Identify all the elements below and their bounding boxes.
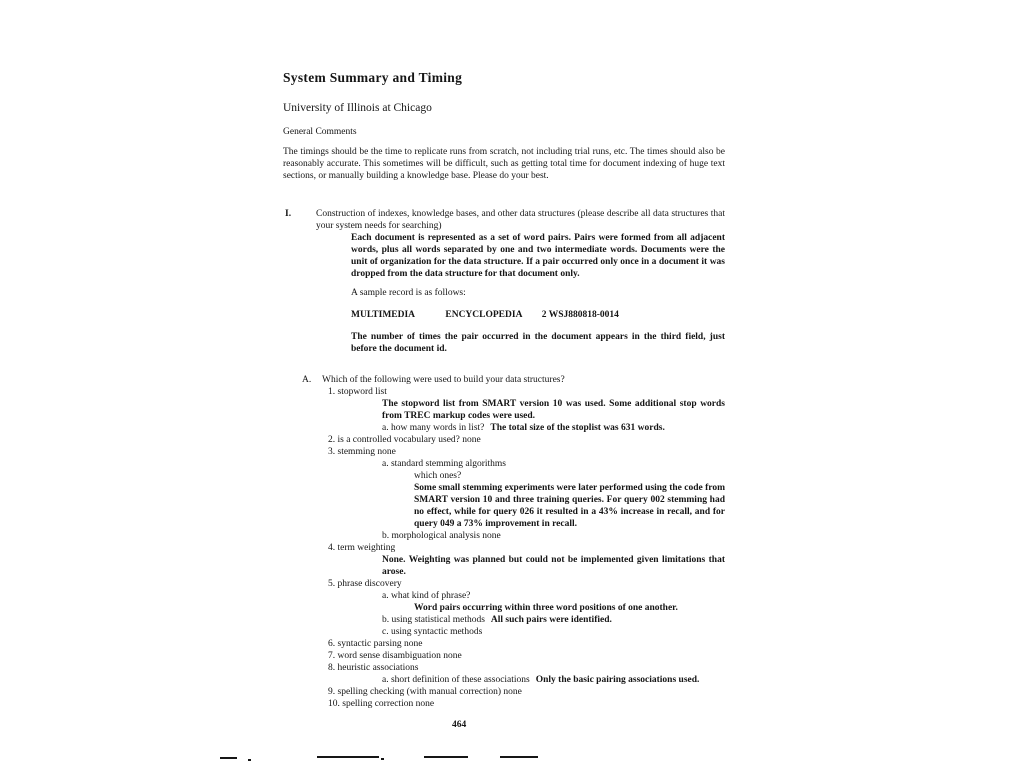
outline-item-1: [283, 386, 725, 398]
outline-item-5c: [283, 626, 725, 638]
answer-text: None. Weighting was planned but could not be implemented given limitations that arose.: [382, 555, 725, 577]
page-content: [283, 0, 725, 710]
item-text: 8. heuristic associations: [328, 663, 419, 673]
answer-text: All such pairs were identified.: [490, 615, 612, 625]
item-text: a. what kind of phrase?: [382, 591, 471, 601]
outline-answer: [283, 554, 725, 578]
scan-artifact-line: [317, 756, 379, 758]
sample-record-note: The number of times the pair occurred in the document appears in the third field, just before the document id.: [351, 332, 725, 354]
item-text: 6. syntactic parsing none: [328, 639, 423, 649]
page-number: 464: [452, 720, 467, 730]
item-text: a. standard stemming algorithms: [382, 459, 507, 469]
outline-item-8: [283, 662, 725, 674]
outline-item-5a: [283, 590, 725, 602]
outline-item-5b: [283, 614, 725, 626]
section-1-numeral: I.: [285, 209, 292, 219]
outline-item-8a: [283, 674, 725, 686]
section-1-answer: Each document is represented as a set of word pairs. Pairs were formed from all adjacent words, plus all words separated by one and two intermediate words. Documents were the unit of organization for the data structure. If a pair occurred only once in a document it was dropped from the data structure for that document only.: [351, 233, 725, 279]
item-text: 7. word sense disambiguation none: [328, 651, 462, 661]
outline-answer: [283, 398, 725, 422]
outline-item-5: [283, 578, 725, 590]
section-1-question: [283, 208, 725, 232]
item-text: c. using syntactic methods: [382, 627, 483, 637]
outline-item-1a: [283, 422, 725, 434]
item-text: 4. term weighting: [328, 543, 396, 553]
outline-answer: [283, 602, 725, 614]
answer-text: Only the basic pairing associations used.: [535, 675, 700, 685]
item-text: 9. spelling checking (with manual correction) none: [328, 687, 522, 697]
page-title: System Summary and Timing: [283, 70, 463, 85]
item-text: b. using statistical methods: [382, 615, 485, 625]
general-comments-heading: General Comments: [283, 127, 357, 137]
item-text: 3. stemming none: [328, 447, 396, 457]
item-text: 10. spelling correction none: [328, 699, 435, 709]
sample-record-intro: A sample record is as follows:: [351, 288, 466, 298]
section-a-label: A.: [302, 375, 312, 385]
item-text: a. short definition of these associations: [382, 675, 530, 685]
scan-artifact-dot: [248, 759, 251, 761]
outline-item-3b: [283, 530, 725, 542]
answer-text: Some small stemming experiments were later performed using the code from SMART version 10 and three training queries. For query 002 stemming had no effect, while for query 026 it resulted in a 43% increase in recall, and for query 049 a 73% improvement in recall.: [414, 483, 725, 529]
sample-record-field3: 2 WSJ880818-0014: [541, 310, 619, 320]
scan-artifact-line: [424, 756, 468, 758]
sample-record-term1: MULTIMEDIA: [351, 310, 416, 320]
item-text: b. morphological analysis none: [382, 531, 501, 541]
item-text: 1. stopword list: [328, 387, 387, 397]
sample-record-row: [283, 309, 725, 321]
outline-item-10: [283, 698, 725, 710]
outline-item-7: [283, 650, 725, 662]
scan-artifact-line: [500, 756, 538, 758]
outline-item-9: [283, 686, 725, 698]
scan-artifact-dot: [381, 758, 384, 760]
outline-item-3a: [283, 458, 725, 470]
sample-record-term2: ENCYCLOPEDIA: [445, 310, 523, 320]
section-1-question-text: Construction of indexes, knowledge bases, and other data structures (please describe all data structures that your system needs for searching): [316, 209, 725, 231]
outline-item-2: [283, 434, 725, 446]
outline-item-6: [283, 638, 725, 650]
answer-text: Word pairs occurring within three word positions of one another.: [414, 603, 678, 613]
answer-text: The stopword list from SMART version 10 was used. Some additional stop words from TREC markup codes were used.: [382, 399, 725, 421]
institution-name: University of Illinois at Chicago: [283, 102, 432, 114]
outline-item-3a-sub: [283, 470, 725, 482]
item-text: 5. phrase discovery: [328, 579, 402, 589]
item-text: 2. is a controlled vocabulary used? none: [328, 435, 481, 445]
item-text: which ones?: [414, 471, 462, 481]
general-comments-paragraph: The timings should be the time to replicate runs from scratch, not including trial runs, etc. The times should also be reasonably accurate. This sometimes will be difficult, such as getting total time for document indexing of huge text sections, or manually building a knowledge base. Please do your best.: [283, 147, 725, 181]
outline-answer: [283, 482, 725, 530]
outline-item-4: [283, 542, 725, 554]
section-a-question-text: Which of the following were used to build your data structures?: [322, 375, 565, 385]
section-a-question: [283, 374, 725, 386]
scan-artifact-line: [220, 757, 237, 759]
outline: [283, 208, 725, 710]
item-text: a. how many words in list?: [382, 423, 485, 433]
answer-text: The total size of the stoplist was 631 words.: [490, 423, 665, 433]
outline-item-3: [283, 446, 725, 458]
